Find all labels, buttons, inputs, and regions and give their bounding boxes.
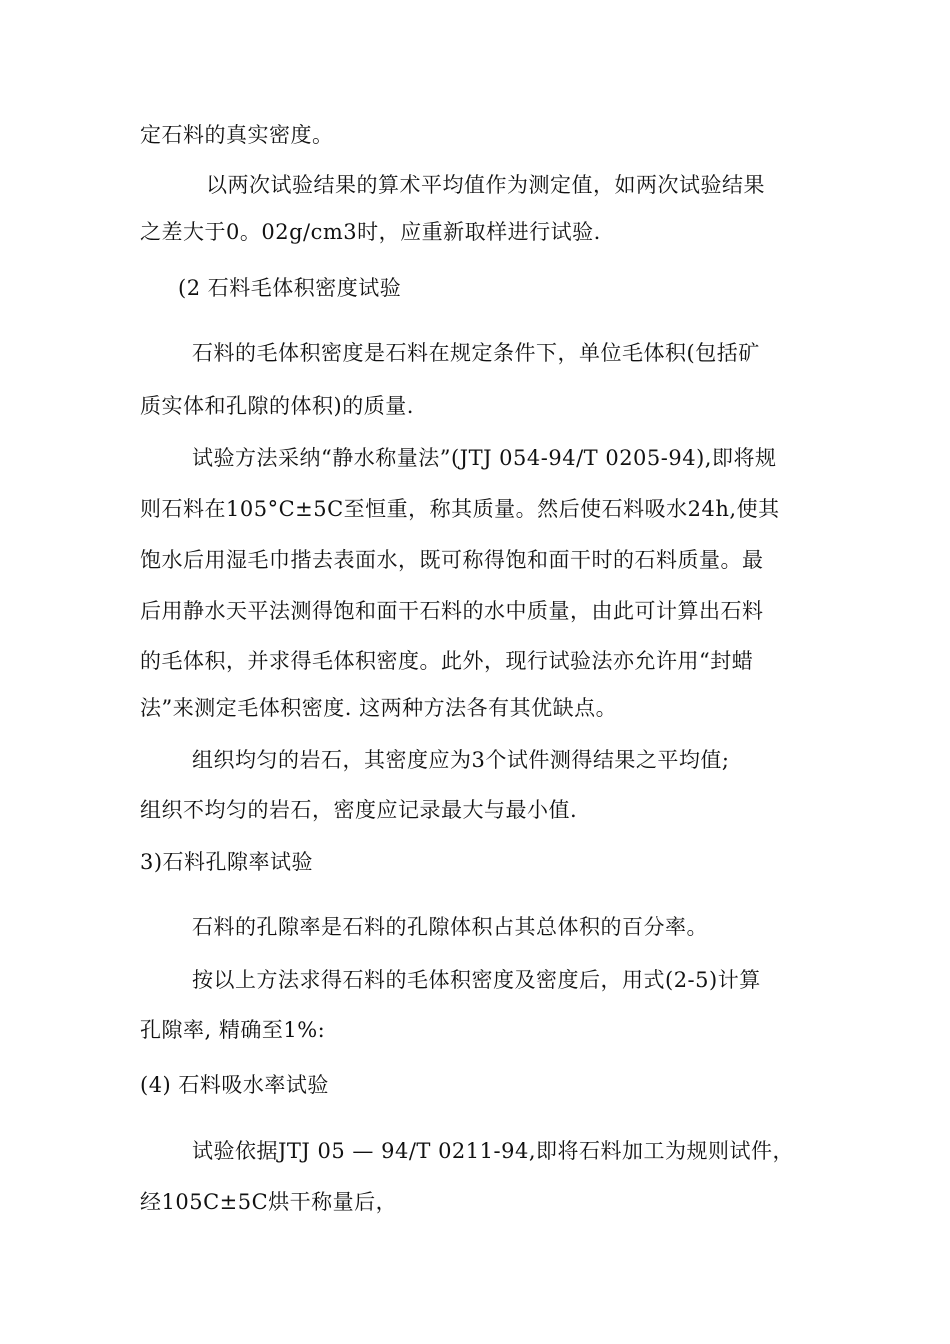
text-line: 的毛体积，并求得毛体积密度。此外，现行试验法亦允许用“封蜡 [140,649,754,673]
text-line: 定石料的真实密度。 [140,123,334,147]
section-heading: (2 石料毛体积密度试验 [178,276,402,300]
text-line: 经105C±5C烘干称量后， [140,1190,398,1214]
text-line: 孔隙率, 精确至1%: [140,1018,326,1042]
text-line: 试验方法采纳“静水称量法”(JTJ 054-94/T 0205-94),即将规 [192,446,777,470]
text-line: 组织不均匀的岩石，密度应记录最大与最小值. [140,798,578,822]
section-heading: 3)石料孔隙率试验 [140,850,314,874]
text-line: 石料的孔隙率是石料的孔隙体积占其总体积的百分率。 [192,915,708,939]
text-line: 质实体和孔隙的体积)的质量. [140,394,414,418]
text-line: 按以上方法求得石料的毛体积密度及密度后，用式(2-5)计算 [192,968,761,992]
text-line: 组织均匀的岩石，其密度应为3个试件测得结果之平均值; [192,748,730,772]
text-line: 后用静水天平法测得饱和面干石料的水中质量，由此可计算出石料 [140,599,764,623]
text-line: 则石料在105°C±5C至恒重，称其质量。然后使石料吸水24h,使其 [140,497,780,521]
text-line: 石料的毛体积密度是石料在规定条件下，单位毛体积(包括矿 [192,341,760,365]
text-line: 试验依据JTJ 05 — 94/T 0211-94,即将石料加工为规则试件， [192,1139,795,1163]
text-line: 以两次试验结果的算术平均值作为测定值，如两次试验结果 [206,173,765,197]
text-line: 法”来测定毛体积密度. 这两种方法各有其优缺点。 [140,696,618,720]
text-line: 饱水后用湿毛巾揩去表面水，既可称得饱和面干时的石料质量。最 [140,548,764,572]
text-line: 之差大于0。02g/cm3时，应重新取样进行试验. [140,220,601,244]
section-heading: (4) 石料吸水率试验 [140,1073,329,1097]
